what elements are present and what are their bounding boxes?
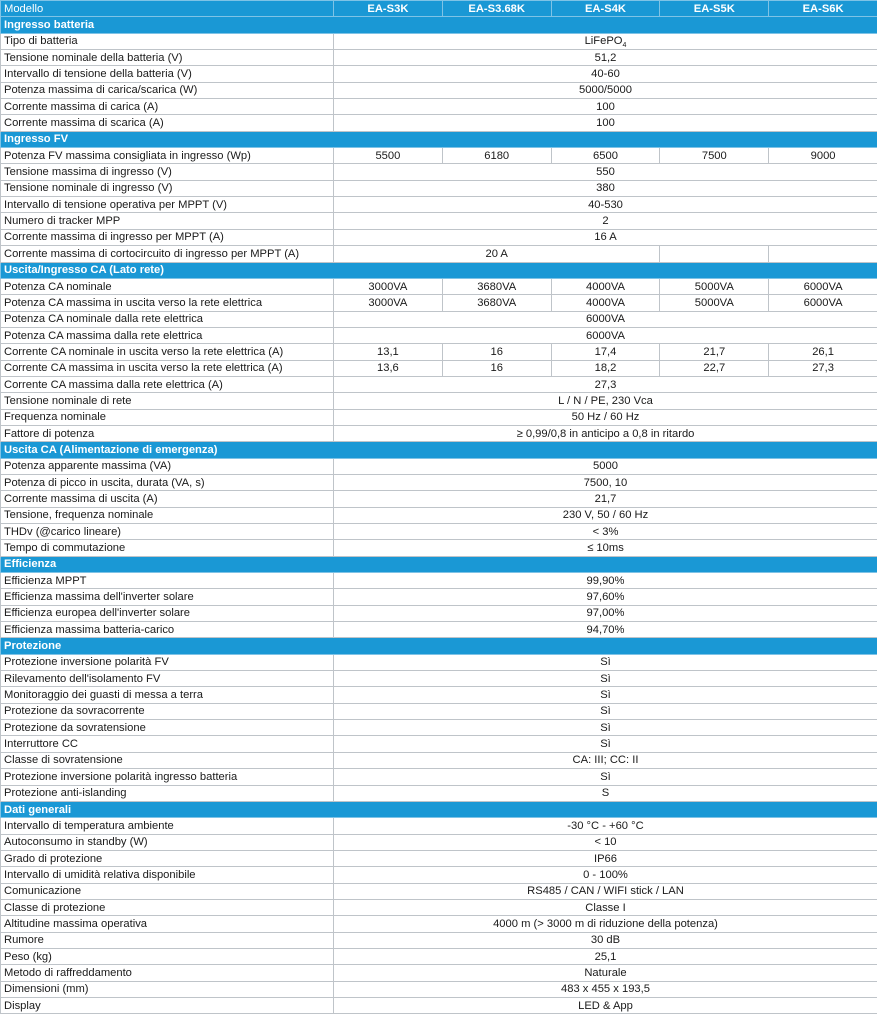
spec-row xyxy=(1,736,877,752)
spec-value xyxy=(334,785,877,801)
spec-value xyxy=(334,458,877,474)
spec-value-text: 6000VA xyxy=(586,329,625,342)
spec-label: Fattore di potenza xyxy=(1,425,334,441)
spec-label: Tensione nominale di rete xyxy=(1,393,334,409)
spec-label: Intervallo di tensione operativa per MPPT (V) xyxy=(1,197,334,213)
spec-row xyxy=(1,671,877,687)
spec-row xyxy=(1,965,877,981)
spec-label: Tensione nominale della batteria (V) xyxy=(1,50,334,66)
spec-row xyxy=(1,66,877,82)
spec-value xyxy=(334,540,877,556)
spec-value: 13,1 xyxy=(334,344,443,360)
section-title: Uscita CA (Alimentazione di emergenza) xyxy=(1,442,877,458)
spec-value: 4000VA xyxy=(551,295,660,311)
spec-value-text: ≤ 10ms xyxy=(587,542,624,555)
spec-label: Potenza CA nominale dalla rete elettrica xyxy=(1,311,334,327)
spec-row xyxy=(1,507,877,523)
spec-row xyxy=(1,327,877,343)
spec-value xyxy=(334,213,877,229)
spec-row xyxy=(1,409,877,425)
spec-value-text: Sì xyxy=(600,689,611,702)
spec-value-text: 6000VA xyxy=(586,313,625,326)
spec-row xyxy=(1,376,877,392)
spec-row xyxy=(1,589,877,605)
spec-body xyxy=(1,17,877,1014)
spec-value-text: Sì xyxy=(600,672,611,685)
spec-label: Corrente massima di cortocircuito di ingresso per MPPT (A) xyxy=(1,246,334,262)
section-title: Ingresso batteria xyxy=(1,17,877,33)
spec-value-text: 97,60% xyxy=(586,591,625,604)
spec-label: Potenza CA massima dalla rete elettrica xyxy=(1,327,334,343)
spec-value-text: RS485 / CAN / WIFI stick / LAN xyxy=(527,885,684,898)
spec-value xyxy=(334,115,877,131)
spec-value-text: 40-530 xyxy=(588,198,623,211)
spec-value: 6000VA xyxy=(769,278,877,294)
spec-value-text: 5000/5000 xyxy=(579,84,632,97)
spec-value xyxy=(334,883,877,899)
spec-value-text: Sì xyxy=(600,738,611,751)
spec-value: 3000VA xyxy=(334,295,443,311)
spec-label: Tempo di commutazione xyxy=(1,540,334,556)
spec-label: Tensione, frequenza nominale xyxy=(1,507,334,523)
spec-value xyxy=(334,180,877,196)
spec-value xyxy=(334,50,877,66)
spec-label: Grado di protezione xyxy=(1,850,334,866)
spec-value: 6500 xyxy=(551,148,660,164)
spec-value: 18,2 xyxy=(551,360,660,376)
spec-value: 9000 xyxy=(769,148,877,164)
section-header-row xyxy=(1,262,877,278)
spec-row xyxy=(1,932,877,948)
header-row xyxy=(1,1,877,17)
spec-value: 7500 xyxy=(660,148,769,164)
section-header-row xyxy=(1,442,877,458)
spec-value xyxy=(334,573,877,589)
spec-row xyxy=(1,474,877,490)
spec-label: Potenza CA nominale xyxy=(1,278,334,294)
spec-value: 20 A xyxy=(334,246,660,262)
spec-value xyxy=(334,393,877,409)
spec-value-text: LiFePO xyxy=(584,35,623,48)
spec-value xyxy=(334,425,877,441)
spec-row xyxy=(1,997,877,1013)
spec-value: 17,4 xyxy=(551,344,660,360)
spec-value xyxy=(334,311,877,327)
spec-value: 5000VA xyxy=(660,278,769,294)
spec-value-text: ≥ 0,99/0,8 in anticipo a 0,8 in ritardo xyxy=(516,427,695,440)
spec-value-text: 40-60 xyxy=(591,68,620,81)
spec-row xyxy=(1,752,877,768)
spec-label: Frequenza nominale xyxy=(1,409,334,425)
spec-row xyxy=(1,899,877,915)
spec-label: Corrente CA massima dalla rete elettrica (A) xyxy=(1,376,334,392)
spec-label: Potenza FV massima consigliata in ingresso (Wp) xyxy=(1,148,334,164)
spec-row xyxy=(1,99,877,115)
spec-value xyxy=(334,654,877,670)
spec-label: Autoconsumo in standby (W) xyxy=(1,834,334,850)
spec-value: 26,1 xyxy=(769,344,877,360)
spec-value xyxy=(334,932,877,948)
spec-value-text: 30 dB xyxy=(590,934,621,947)
spec-value xyxy=(334,687,877,703)
spec-row xyxy=(1,229,877,245)
spec-value xyxy=(334,507,877,523)
spec-label: Tipo di batteria xyxy=(1,33,334,49)
spec-row xyxy=(1,295,877,311)
spec-value: 21,7 xyxy=(660,344,769,360)
spec-row xyxy=(1,311,877,327)
spec-label: Protezione anti-islanding xyxy=(1,785,334,801)
spec-label: Peso (kg) xyxy=(1,948,334,964)
spec-label: Rumore xyxy=(1,932,334,948)
spec-value xyxy=(334,197,877,213)
spec-value-text: S xyxy=(601,787,610,800)
spec-row xyxy=(1,769,877,785)
spec-label: Corrente CA massima in uscita verso la rete elettrica (A) xyxy=(1,360,334,376)
section-header-row xyxy=(1,17,877,33)
spec-label: Potenza massima di carica/scarica (W) xyxy=(1,82,334,98)
spec-value-text: 16 A xyxy=(594,231,617,244)
spec-value-empty xyxy=(660,246,769,262)
spec-row xyxy=(1,360,877,376)
spec-row xyxy=(1,180,877,196)
spec-row xyxy=(1,818,877,834)
spec-label: Efficienza MPPT xyxy=(1,573,334,589)
spec-label: Corrente massima di ingresso per MPPT (A) xyxy=(1,229,334,245)
spec-row xyxy=(1,605,877,621)
spec-row xyxy=(1,622,877,638)
spec-label: Potenza apparente massima (VA) xyxy=(1,458,334,474)
section-title: Uscita/Ingresso CA (Lato rete) xyxy=(1,262,877,278)
spec-value-text: 100 xyxy=(596,117,615,130)
spec-label: Metodo di raffreddamento xyxy=(1,965,334,981)
spec-row xyxy=(1,687,877,703)
spec-label: Interruttore CC xyxy=(1,736,334,752)
spec-row xyxy=(1,834,877,850)
spec-row xyxy=(1,850,877,866)
spec-value-text: 50 Hz / 60 Hz xyxy=(571,411,640,424)
spec-value-text: 21,7 xyxy=(594,492,617,505)
section-title: Ingresso FV xyxy=(1,131,877,147)
spec-row xyxy=(1,115,877,131)
spec-value-text: < 10 xyxy=(594,836,617,849)
spec-value xyxy=(334,850,877,866)
spec-label: Display xyxy=(1,997,334,1013)
spec-value-text: 51,2 xyxy=(594,51,617,64)
spec-row xyxy=(1,524,877,540)
spec-value-text: CA: III; CC: II xyxy=(572,754,639,767)
spec-value-text: 4000 m (> 3000 m di riduzione della potenza) xyxy=(493,917,718,930)
spec-value: 3680VA xyxy=(442,278,551,294)
spec-value-text: 380 xyxy=(596,182,615,195)
spec-value xyxy=(334,327,877,343)
spec-row xyxy=(1,540,877,556)
spec-value-text: 230 V, 50 / 60 Hz xyxy=(562,509,649,522)
spec-value xyxy=(334,997,877,1013)
model-header: EA-S3.68K xyxy=(442,1,551,17)
spec-value-text: 7500, 10 xyxy=(583,476,628,489)
spec-value xyxy=(334,671,877,687)
section-header-row xyxy=(1,556,877,572)
section-header-row xyxy=(1,801,877,817)
spec-value xyxy=(334,899,877,915)
header-label: Modello xyxy=(1,1,334,17)
spec-value xyxy=(334,720,877,736)
spec-row xyxy=(1,246,877,262)
spec-label: Potenza CA massima in uscita verso la rete elettrica xyxy=(1,295,334,311)
spec-value-text: -30 °C - +60 °C xyxy=(567,819,644,832)
spec-label: Potenza di picco in uscita, durata (VA, s) xyxy=(1,474,334,490)
spec-value xyxy=(334,818,877,834)
spec-row xyxy=(1,883,877,899)
spec-label: Dimensioni (mm) xyxy=(1,981,334,997)
spec-row xyxy=(1,197,877,213)
spec-value-text: 550 xyxy=(596,166,615,179)
spec-label: Corrente massima di uscita (A) xyxy=(1,491,334,507)
spec-row xyxy=(1,703,877,719)
spec-value: 22,7 xyxy=(660,360,769,376)
spec-value-text: 0 - 100% xyxy=(583,868,628,881)
spec-value-text: 5000 xyxy=(593,460,618,473)
spec-label: Protezione da sovracorrente xyxy=(1,703,334,719)
spec-label: Protezione inversione polarità FV xyxy=(1,654,334,670)
spec-value xyxy=(334,622,877,638)
spec-label: Intervallo di temperatura ambiente xyxy=(1,818,334,834)
spec-value xyxy=(334,769,877,785)
spec-value xyxy=(334,164,877,180)
spec-value: 3000VA xyxy=(334,278,443,294)
spec-value: 5500 xyxy=(334,148,443,164)
spec-label: THDv (@carico lineare) xyxy=(1,524,334,540)
spec-row xyxy=(1,82,877,98)
spec-label: Protezione inversione polarità ingresso batteria xyxy=(1,769,334,785)
spec-value-empty xyxy=(769,246,877,262)
spec-value-text: 483 x 455 x 193,5 xyxy=(561,983,650,996)
spec-row xyxy=(1,573,877,589)
spec-row xyxy=(1,393,877,409)
spec-value xyxy=(334,981,877,997)
spec-row xyxy=(1,148,877,164)
spec-value-text: IP66 xyxy=(593,852,617,865)
spec-value xyxy=(334,33,877,49)
spec-value: 27,3 xyxy=(769,360,877,376)
spec-label: Efficienza massima batteria-carico xyxy=(1,622,334,638)
spec-value xyxy=(334,409,877,425)
section-title: Protezione xyxy=(1,638,877,654)
spec-value-text: 27,3 xyxy=(594,378,617,391)
spec-row xyxy=(1,785,877,801)
spec-value-subscript: 4 xyxy=(622,42,627,50)
spec-value xyxy=(334,867,877,883)
spec-row xyxy=(1,164,877,180)
spec-label: Efficienza massima dell'inverter solare xyxy=(1,589,334,605)
spec-value-text: 99,90% xyxy=(586,574,625,587)
spec-label: Tensione massima di ingresso (V) xyxy=(1,164,334,180)
spec-row xyxy=(1,213,877,229)
spec-value-text: 94,70% xyxy=(586,623,625,636)
section-header-row xyxy=(1,638,877,654)
spec-value-text: 97,00% xyxy=(586,607,625,620)
spec-value xyxy=(334,736,877,752)
spec-value xyxy=(334,82,877,98)
spec-value xyxy=(334,605,877,621)
spec-value: 4000VA xyxy=(551,278,660,294)
spec-value xyxy=(334,524,877,540)
spec-label: Intervallo di umidità relativa disponibile xyxy=(1,867,334,883)
spec-label: Tensione nominale di ingresso (V) xyxy=(1,180,334,196)
spec-label: Monitoraggio dei guasti di messa a terra xyxy=(1,687,334,703)
spec-label: Corrente massima di carica (A) xyxy=(1,99,334,115)
spec-value-text: Classe I xyxy=(585,901,626,914)
spec-value: 3680VA xyxy=(442,295,551,311)
spec-value-text: L / N / PE, 230 Vca xyxy=(558,394,653,407)
model-header: EA-S5K xyxy=(660,1,769,17)
spec-label: Classe di protezione xyxy=(1,899,334,915)
spec-value xyxy=(334,491,877,507)
spec-row xyxy=(1,344,877,360)
spec-value: 6180 xyxy=(442,148,551,164)
spec-value-text: LED & App xyxy=(578,999,633,1012)
spec-value xyxy=(334,703,877,719)
model-header: EA-S3K xyxy=(334,1,443,17)
section-title: Dati generali xyxy=(1,801,877,817)
spec-label: Rilevamento dell'isolamento FV xyxy=(1,671,334,687)
spec-value: 16 xyxy=(442,360,551,376)
spec-value-text: Sì xyxy=(600,770,611,783)
spec-value-text: Sì xyxy=(600,705,611,718)
spec-value-text: 2 xyxy=(602,215,609,228)
spec-value xyxy=(334,834,877,850)
spec-value-text: Sì xyxy=(600,721,611,734)
section-header-row xyxy=(1,131,877,147)
spec-label: Intervallo di tensione della batteria (V) xyxy=(1,66,334,82)
spec-row xyxy=(1,981,877,997)
spec-value xyxy=(334,66,877,82)
spec-value-text: 100 xyxy=(596,100,615,113)
spec-row xyxy=(1,867,877,883)
spec-label: Altitudine massima operativa xyxy=(1,916,334,932)
spec-value-text: Naturale xyxy=(584,966,627,979)
spec-value-text: 25,1 xyxy=(594,950,617,963)
spec-row xyxy=(1,654,877,670)
spec-value-text: Sì xyxy=(600,656,611,669)
spec-row xyxy=(1,33,877,49)
spec-row xyxy=(1,278,877,294)
spec-row xyxy=(1,720,877,736)
spec-row xyxy=(1,458,877,474)
spec-row xyxy=(1,50,877,66)
spec-value xyxy=(334,916,877,932)
spec-label: Corrente CA nominale in uscita verso la rete elettrica (A) xyxy=(1,344,334,360)
spec-row xyxy=(1,916,877,932)
spec-value xyxy=(334,99,877,115)
spec-label: Efficienza europea dell'inverter solare xyxy=(1,605,334,621)
spec-value xyxy=(334,948,877,964)
spec-value-text: < 3% xyxy=(592,525,619,538)
spec-label: Corrente massima di scarica (A) xyxy=(1,115,334,131)
spec-value: 5000VA xyxy=(660,295,769,311)
spec-value xyxy=(334,589,877,605)
spec-value xyxy=(334,474,877,490)
model-header: EA-S6K xyxy=(769,1,877,17)
section-title: Efficienza xyxy=(1,556,877,572)
spec-value xyxy=(334,752,877,768)
spec-value: 6000VA xyxy=(769,295,877,311)
spec-label: Protezione da sovratensione xyxy=(1,720,334,736)
spec-row xyxy=(1,425,877,441)
spec-label: Comunicazione xyxy=(1,883,334,899)
spec-value: 16 xyxy=(442,344,551,360)
spec-label: Numero di tracker MPP xyxy=(1,213,334,229)
spec-row xyxy=(1,948,877,964)
spec-value xyxy=(334,965,877,981)
spec-value xyxy=(334,229,877,245)
spec-label: Classe di sovratensione xyxy=(1,752,334,768)
spec-value: 13,6 xyxy=(334,360,443,376)
spec-value xyxy=(334,376,877,392)
spec-row xyxy=(1,491,877,507)
model-header: EA-S4K xyxy=(551,1,660,17)
